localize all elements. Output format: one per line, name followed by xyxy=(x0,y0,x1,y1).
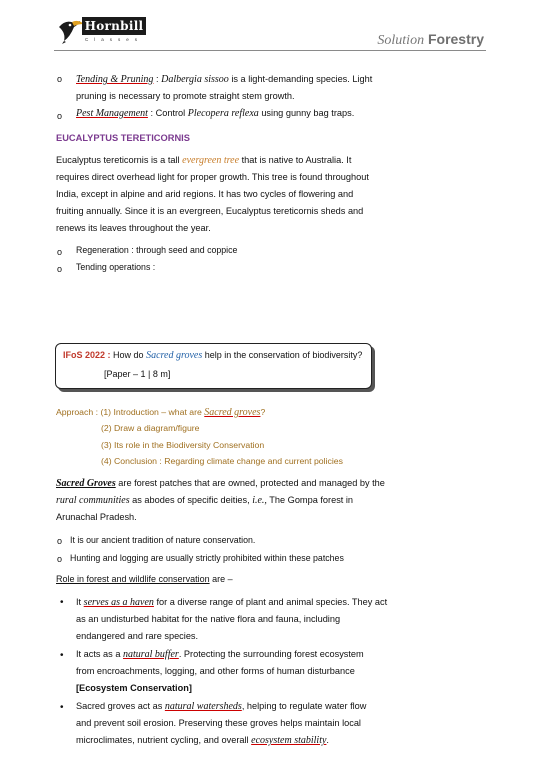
role-heading: Role in forest and wildlife conservation are – xyxy=(56,574,233,584)
question-text: IFoS 2022 : How do Sacred groves help in the conservation of biodiversity? xyxy=(63,350,363,361)
bullet-circle-icon: o xyxy=(57,554,63,564)
bullet-dot-icon: • xyxy=(60,702,64,713)
role-item-watershed: Sacred groves act as natural watersheds, helping to regulate water flow and prevent soil erosion. Preserving these groves helps maintain local microclimates, nutrient cycling, and overall ecosystem stability. xyxy=(76,701,367,746)
intro-bullet-1: It is our ancient tradition of nature conservation. xyxy=(70,535,256,545)
header-divider xyxy=(54,50,486,51)
bullet-circle-icon: o xyxy=(57,111,63,121)
tending-pruning-item: Tending & Pruning : Dalbergia sissoo is a light-demanding species. Light pruning is necessary to promote straight stem growth. xyxy=(76,74,373,101)
bullet-circle-icon: o xyxy=(57,264,63,274)
bullet-circle-icon: o xyxy=(57,247,63,257)
bullet-circle-icon: o xyxy=(57,536,63,546)
intro-bullet-2: Hunting and logging are usually strictly prohibited within these patches xyxy=(70,553,344,563)
subject-prefix: Solution xyxy=(377,33,425,48)
approach-line-1: Approach : (1) Introduction – what are Sacred groves? xyxy=(56,407,266,418)
subject-name: Forestry xyxy=(427,31,484,47)
regeneration-item: Regeneration : through seed and coppice xyxy=(76,245,238,255)
logo-wordmark: Hornbill xyxy=(82,17,146,35)
section-title: EUCALYPTUS TERETICORNIS xyxy=(56,133,190,143)
role-item-haven: It serves as a haven for a diverse range of plant and animal species. They act as an undisturbed habitat for the native flora and fauna, including endangered and rare species. xyxy=(76,597,388,641)
sacred-groves-definition: Sacred Groves are forest patches that are owned, protected and managed by the rural communities as abodes of specific deities, i.e., The Gompa forest in Arunachal Pradesh. xyxy=(56,478,385,522)
logo-tagline: Classes xyxy=(84,37,143,42)
pest-management-item: Pest Management : Control Plecopera reflexa using gunny bag traps. xyxy=(76,108,355,119)
bullet-dot-icon: • xyxy=(60,650,64,661)
approach-line-3: (3) Its role in the Biodiversity Conservation xyxy=(101,440,265,450)
subject-title xyxy=(377,31,484,49)
hornbill-logo xyxy=(56,15,148,45)
tending-operations-item: Tending operations : xyxy=(76,262,156,272)
bullet-dot-icon: • xyxy=(60,597,64,608)
eucalyptus-paragraph: Eucalyptus tereticornis is a tall evergreen tree that is native to Australia. It requires direct overhead light for proper growth. This tree is found throughout India, except in alpine and arid regions. It has two cycles of flowering and fruiting annually. Since it is an evergreen, Eucalyptus tereticornis sheds and renews its leaves throughout the year. xyxy=(56,155,369,233)
question-marks: [Paper – 1 | 8 m] xyxy=(104,369,171,379)
approach-line-2: (2) Draw a diagram/figure xyxy=(101,423,200,433)
bullet-circle-icon: o xyxy=(57,74,63,84)
approach-line-4: (4) Conclusion : Regarding climate change and current policies xyxy=(101,456,343,466)
role-item-buffer: It acts as a natural buffer. Protecting the surrounding forest ecosystem from encroachments, logging, and other forms of human disturbance [Ecosystem Conservation] xyxy=(76,649,364,693)
